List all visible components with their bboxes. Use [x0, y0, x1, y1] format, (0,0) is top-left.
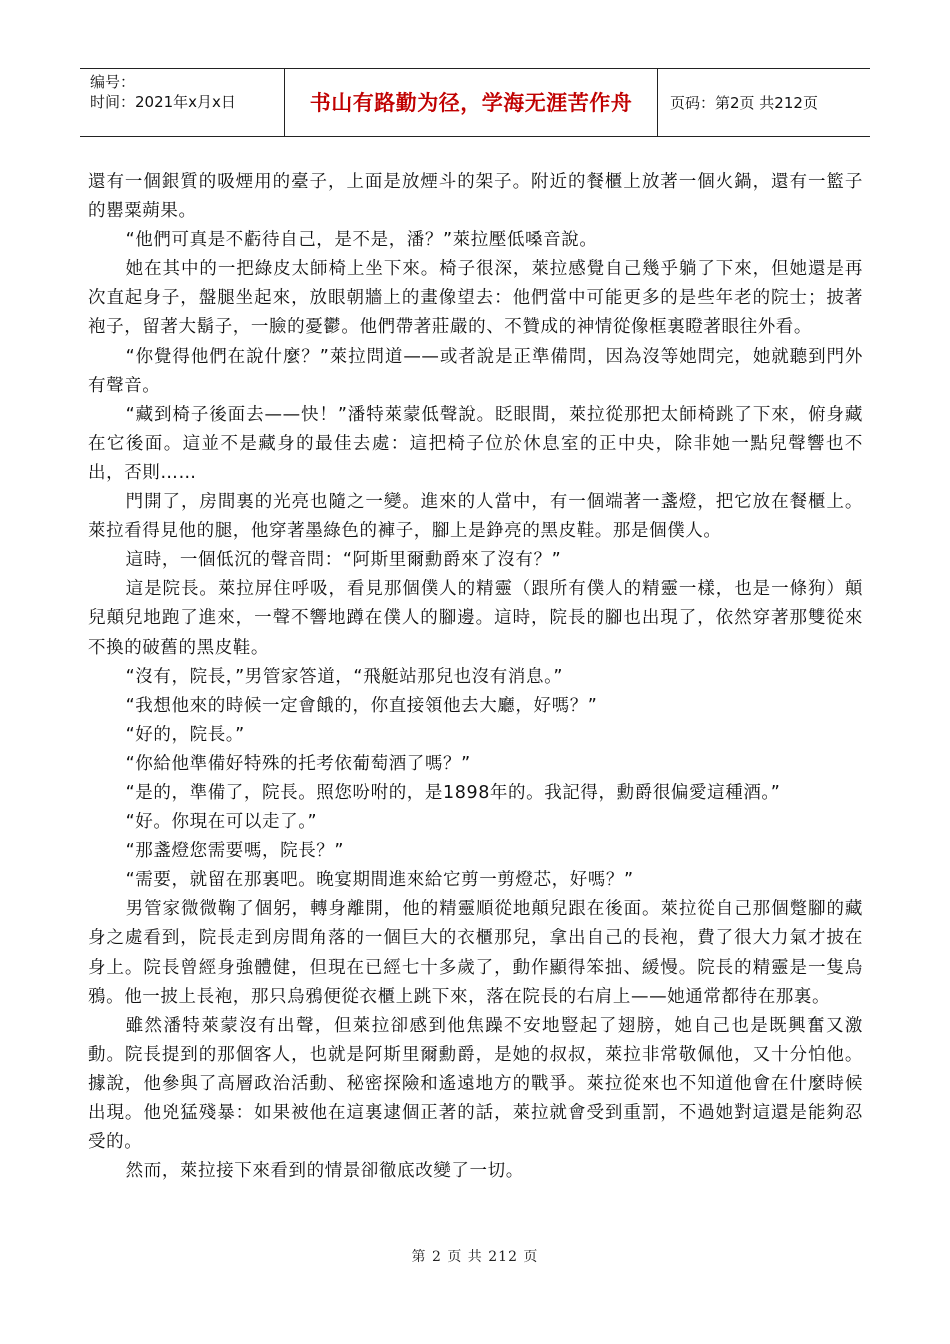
paragraph: “藏到椅子後面去——快！”潘特萊蒙低聲說。眨眼間，萊拉從那把太師椅跳了下來，俯身藏在它後面。這並不是藏身的最佳去處：這把椅子位於休息室的正中央，除非她一點兒聲響也不出，否則……: [88, 404, 863, 483]
paragraph: “好。你現在可以走了。”: [125, 812, 318, 833]
paragraph: “沒有，院長，”男管家答道，“飛艇站那兒也沒有消息。”: [125, 666, 564, 687]
paragraph: “需要，就留在那裏吧。晚宴期間進來給它剪一剪燈芯，好嗎？”: [125, 870, 634, 891]
document-number-label: 编号：: [90, 73, 136, 91]
page-header: [80, 68, 870, 137]
paragraph: 這是院長。萊拉屏住呼吸，看見那個僕人的精靈（跟所有僕人的精靈一樣，也是一條狗）顛兒顛兒地跑了進來，一聲不響地蹲在僕人的腳邊。這時，院長的腳也出現了，依然穿著那雙從來不換的破舊的黑皮鞋。: [88, 579, 863, 658]
paragraph: 雖然潘特萊蒙沒有出聲，但萊拉卻感到他焦躁不安地豎起了翅膀，她自己也是既興奮又激動。院長提到的那個客人，也就是阿斯里爾勳爵，是她的叔叔，萊拉非常敬佩他，又十分怕他。據說，他參與了高層政治活動、秘密探險和遙遠地方的戰爭。萊拉從來也不知道他會在什麼時候出現。他兇猛殘暴：如果被他在這裏逮個正著的話，萊拉就會受到重罰，不過她對這還是能夠忍受的。: [88, 1015, 863, 1153]
paragraph: “是的，準備了，院長。照您吩咐的，是1898年的。我記得，勳爵很偏愛這種酒。”: [125, 782, 781, 803]
paragraph: 門開了，房間裏的光亮也隨之一變。進來的人當中，有一個端著一盞燈，把它放在餐櫃上。萊拉看得見他的腿，他穿著墨綠色的褲子，腳上是錚亮的黑皮鞋。那是個僕人。: [88, 492, 863, 542]
header-page-info: 页码：第2页 共212页: [670, 93, 818, 112]
paragraph: “我想他來的時候一定會餓的，你直接領他去大廳，好嗎？”: [125, 695, 598, 716]
paragraph: “那盞燈您需要嗎，院長？”: [125, 841, 345, 862]
header-motto: 书山有路勤为径，学海无涯苦作舟: [285, 69, 658, 136]
page-footer: 第 2 页 共 212 页: [411, 1249, 539, 1265]
paragraph: “你覺得他們在說什麼？”萊拉問道——或者說是正準備問，因為沒等她問完，她就聽到門外有聲音。: [88, 346, 863, 396]
paragraph: “好的，院長。”: [125, 724, 245, 745]
paragraph: “你給他準備好特殊的托考依葡萄酒了嗎？”: [125, 753, 471, 774]
paragraph: 然而，萊拉接下來看到的情景卻徹底改變了一切。: [125, 1161, 524, 1182]
paragraph: 還有一個銀質的吸煙用的臺子，上面是放煙斗的架子。附近的餐櫃上放著一個火鍋，還有一籃子的罌粟蒴果。: [88, 172, 863, 222]
paragraph: “他們可真是不虧待自己，是不是，潘？”萊拉壓低嗓音說。: [125, 230, 598, 251]
paragraph: 她在其中的一把綠皮太師椅上坐下來。椅子很深，萊拉感覺自己幾乎躺了下來，但她還是再次直起身子，盤腿坐起來，放眼朝牆上的畫像望去：他們當中可能更多的是些年老的院士；披著袍子，留著大鬍子，一臉的憂鬱。他們帶著莊嚴的、不贊成的神情從像框裏瞪著眼往外看。: [88, 259, 863, 338]
paragraph: 男管家微微鞠了個躬，轉身離開，他的精靈順從地顛兒跟在後面。萊拉從自己那個蹩腳的藏身之處看到，院長走到房間角落的一個巨大的衣櫃那兒，拿出自己的長袍，費了很大力氣才披在身上。院長曾經身強體健，但現在已經七十多歲了，動作顯得笨拙、緩慢。院長的精靈是一隻烏鴉。他一披上長袍，那只烏鴉便從衣櫃上跳下來，落在院長的右肩上——她通常都待在那裏。: [88, 899, 863, 1007]
document-body: [88, 168, 863, 1186]
paragraph: 這時，一個低沉的聲音問：“阿斯里爾勳爵來了沒有？”: [125, 550, 562, 571]
header-meta: [80, 69, 285, 136]
document-time-label: 时间：2021年x月x日: [90, 93, 236, 111]
